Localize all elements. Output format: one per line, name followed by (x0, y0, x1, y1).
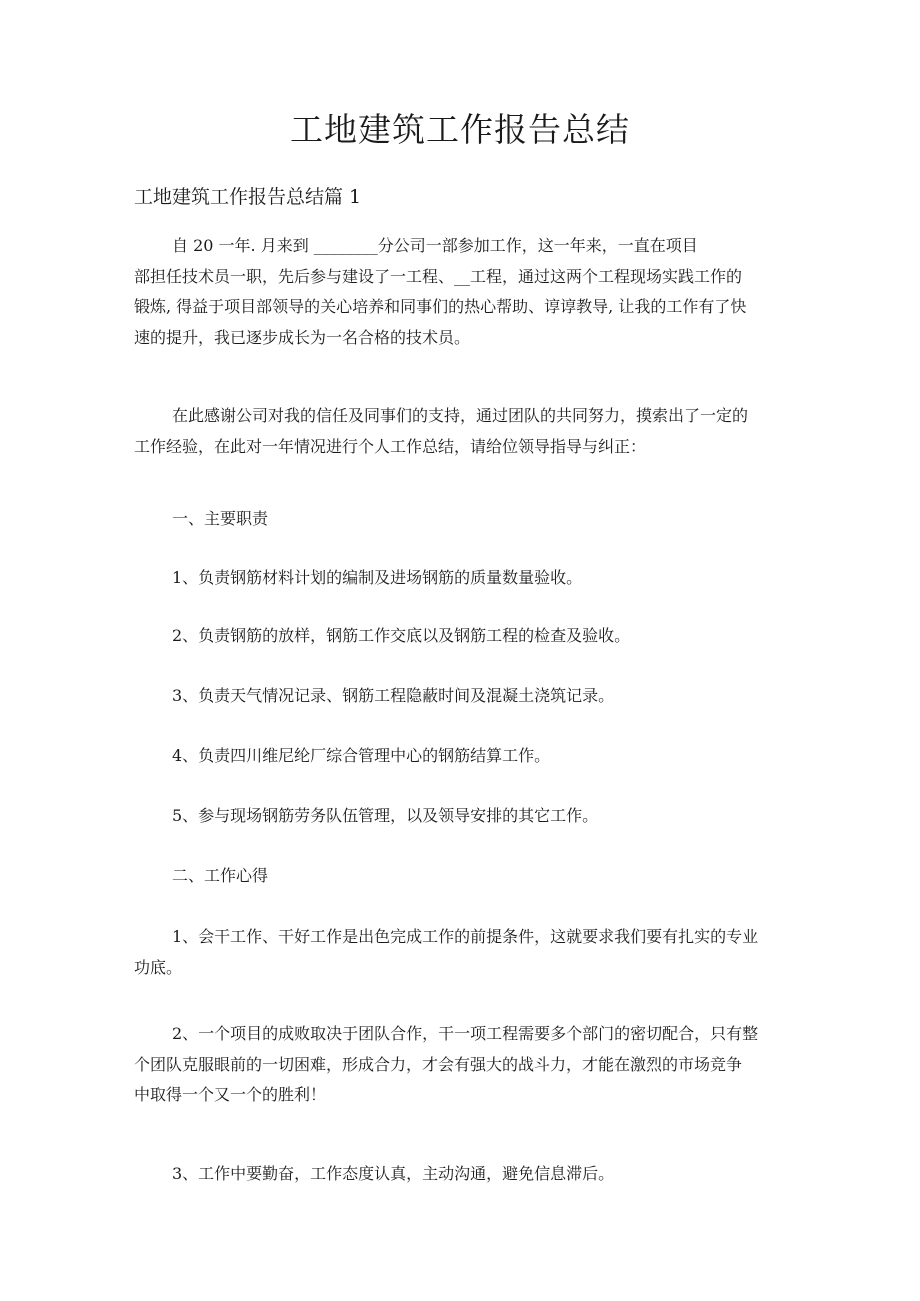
section-two-title: 二、工作心得 (172, 866, 269, 885)
duty-item: 2、负责钢筋的放样，钢筋工作交底以及钢筋工程的检查及验收。 (172, 626, 631, 645)
duty-item: 1、负责钢筋材料计划的编制及进场钢筋的质量数量验收。 (172, 568, 583, 587)
duty-item: 4、负责四川维尼纶厂综合管理中心的钢筋结算工作。 (172, 746, 551, 765)
paragraph-line: 在此感谢公司对我的信任及同事们的支持，通过团队的共同努力，摸索出了一定的 (172, 406, 749, 425)
thanks-paragraph (134, 401, 789, 462)
paragraph-line: 部担任技术员一职，先后参与建设了一工程、__工程，通过这两个工程现场实践工作的 (134, 266, 743, 286)
paragraph-line: 功底。 (134, 957, 183, 977)
insight-paragraph: 3、工作中要勤奋，工作态度认真，主动沟通，避免信息滞后。 (172, 1164, 615, 1183)
insight-paragraph (134, 922, 789, 983)
paragraph-line: 锻炼, 得益于项目部领导的关心培养和同事们的热心帮助、谆谆教导, 让我的工作有了快 (134, 297, 747, 316)
section-one-title: 一、主要职责 (172, 509, 269, 528)
duty-item: 3、负责天气情况记录、钢筋工程隐蔽时间及混凝土浇筑记录。 (172, 686, 615, 705)
insight-paragraph (134, 1019, 789, 1111)
paragraph-line: 速的提升，我已逐步成长为一名合格的技术员。 (134, 327, 471, 347)
paragraph-line: 工作经验，在此对一年情况进行个人工作总结，请给位领导指导与纠正： (134, 436, 647, 456)
intro-paragraph (134, 231, 789, 353)
paragraph-line: 自 20 一年. 月来到 ________分公司一部参加工作，这一年来，一直在项目 (172, 236, 698, 255)
duty-item: 5、参与现场钢筋劳务队伍管理，以及领导安排的其它工作。 (172, 806, 599, 825)
section-heading: 工地建筑工作报告总结篇 1 (134, 186, 362, 208)
document-title: 工地建筑工作报告总结 (290, 110, 630, 149)
paragraph-line: 2、一个项目的成败取决于团队合作，干一项工程需要多个部门的密切配合，只有整 (172, 1024, 759, 1043)
paragraph-line: 1、会干工作、干好工作是出色完成工作的前提条件，这就要求我们要有扎实的专业 (172, 927, 759, 946)
paragraph-line: 个团队克服眼前的一切困难，形成合力，才会有强大的战斗力，才能在激烈的市场竞争 (134, 1054, 743, 1074)
paragraph-line: 中取得一个又一个的胜利！ (134, 1085, 327, 1104)
